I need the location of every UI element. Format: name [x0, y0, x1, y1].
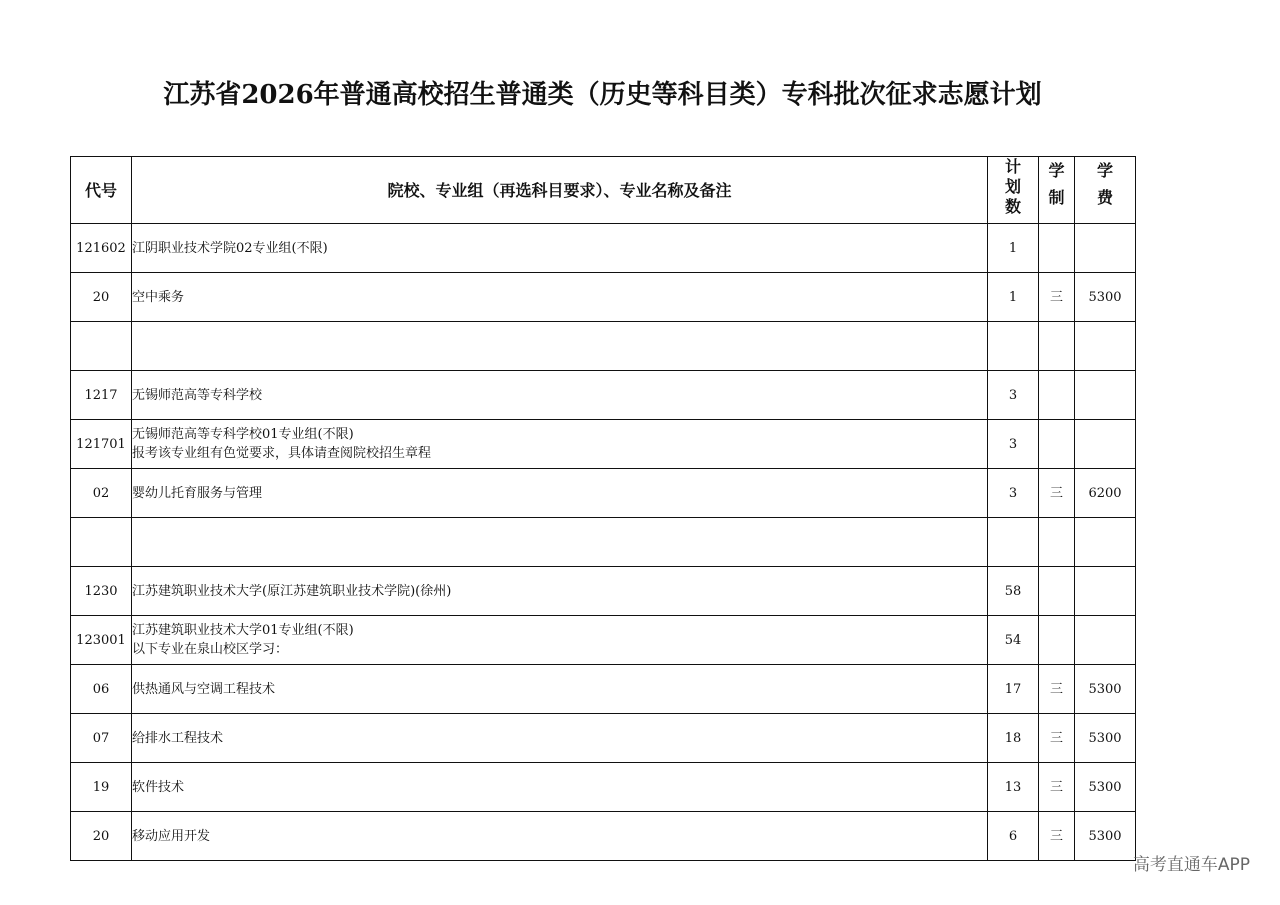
header-duration [1039, 157, 1075, 224]
row-name [132, 224, 988, 273]
page-title: 江苏省2026年普通高校招生普通类（历史等科目类）专科批次征求志愿计划 [163, 80, 1042, 110]
row-name [132, 371, 988, 420]
row-plan-count: 6 [988, 812, 1039, 861]
row-fee [1075, 420, 1136, 469]
table-row [71, 322, 1136, 371]
row-name-line: 无锡师范高等专科学校01专业组(不限) [132, 427, 354, 442]
row-duration: 三 [1039, 763, 1075, 812]
row-name-line: 江阴职业技术学院02专业组(不限) [132, 240, 328, 256]
row-name [132, 812, 988, 861]
row-plan-count: 54 [988, 616, 1039, 665]
row-name-line: 江苏建筑职业技术大学01专业组(不限) [132, 623, 354, 638]
table-row [71, 224, 1136, 273]
row-code: 19 [71, 763, 132, 812]
row-code: 121701 [71, 420, 132, 469]
row-plan-count: 3 [988, 420, 1039, 469]
row-name-line: 软件技术 [132, 779, 185, 795]
header-plan-count-char: 计 [1004, 157, 1021, 176]
row-code: 02 [71, 469, 132, 518]
row-code: 20 [71, 273, 132, 322]
watermark: 高考直通车APP [1132, 855, 1250, 875]
row-fee: 6200 [1075, 469, 1136, 518]
row-name-line: 给排水工程技术 [132, 730, 224, 746]
row-plan-count [988, 518, 1039, 567]
row-code: 20 [71, 812, 132, 861]
table-row [71, 812, 1136, 861]
row-name [132, 763, 988, 812]
row-code: 123001 [71, 616, 132, 665]
row-duration [1039, 224, 1075, 273]
row-fee: 5300 [1075, 273, 1136, 322]
row-plan-count: 3 [988, 469, 1039, 518]
row-code: 1217 [71, 371, 132, 420]
row-fee [1075, 322, 1136, 371]
row-name [132, 616, 988, 665]
table-row [71, 518, 1136, 567]
row-name [132, 469, 988, 518]
row-fee: 5300 [1075, 665, 1136, 714]
header-duration-char: 制 [1048, 188, 1065, 207]
row-plan-count: 18 [988, 714, 1039, 763]
table-row [71, 714, 1136, 763]
row-plan-count: 3 [988, 371, 1039, 420]
header-duration-char: 学 [1048, 161, 1065, 180]
row-duration: 三 [1039, 714, 1075, 763]
row-duration: 三 [1039, 665, 1075, 714]
row-fee: 5300 [1075, 812, 1136, 861]
table-row [71, 665, 1136, 714]
row-name [132, 518, 988, 567]
row-plan-count: 17 [988, 665, 1039, 714]
header-plan-count-char: 划 [1004, 177, 1021, 196]
row-duration [1039, 616, 1075, 665]
row-name-line: 空中乘务 [132, 289, 185, 305]
row-name [132, 714, 988, 763]
row-duration [1039, 420, 1075, 469]
header-name: 院校、专业组（再选科目要求）、专业名称及备注 [132, 157, 988, 224]
row-name [132, 322, 988, 371]
header-fee-char: 费 [1096, 188, 1113, 207]
row-name-line: 无锡师范高等专科学校 [132, 387, 263, 403]
table-row [71, 763, 1136, 812]
header-plan-count [988, 157, 1039, 224]
row-duration [1039, 518, 1075, 567]
row-plan-count: 1 [988, 273, 1039, 322]
row-fee [1075, 224, 1136, 273]
row-plan-count: 13 [988, 763, 1039, 812]
table-row [71, 567, 1136, 616]
header-code: 代号 [71, 157, 132, 224]
table-header-row [71, 157, 1136, 224]
row-code: 121602 [71, 224, 132, 273]
header-plan-count-char: 数 [1004, 197, 1021, 216]
row-name-line: 报考该专业组有色觉要求，具体请查阅院校招生章程 [132, 446, 432, 461]
row-name [132, 273, 988, 322]
row-name-line: 移动应用开发 [132, 828, 211, 844]
row-name [132, 420, 988, 469]
row-duration [1039, 371, 1075, 420]
row-name-line: 婴幼儿托育服务与管理 [132, 485, 263, 501]
row-code [71, 518, 132, 567]
row-fee [1075, 567, 1136, 616]
row-fee: 5300 [1075, 763, 1136, 812]
row-duration: 三 [1039, 812, 1075, 861]
row-name-line: 供热通风与空调工程技术 [132, 681, 276, 697]
header-fee-char: 学 [1096, 161, 1113, 180]
row-fee: 5300 [1075, 714, 1136, 763]
table-row [71, 371, 1136, 420]
row-duration: 三 [1039, 273, 1075, 322]
row-code: 07 [71, 714, 132, 763]
row-code [71, 322, 132, 371]
row-duration [1039, 322, 1075, 371]
row-duration: 三 [1039, 469, 1075, 518]
row-fee [1075, 616, 1136, 665]
table-row [71, 273, 1136, 322]
row-plan-count: 58 [988, 567, 1039, 616]
row-fee [1075, 518, 1136, 567]
table-row [71, 420, 1136, 469]
row-code: 06 [71, 665, 132, 714]
row-duration [1039, 567, 1075, 616]
row-plan-count: 1 [988, 224, 1039, 273]
row-name-line: 江苏建筑职业技术大学(原江苏建筑职业技术学院)(徐州) [132, 583, 452, 599]
table-row [71, 469, 1136, 518]
header-fee [1075, 157, 1136, 224]
row-code: 1230 [71, 567, 132, 616]
row-name-line: 以下专业在泉山校区学习： [132, 642, 289, 657]
row-name [132, 665, 988, 714]
row-name [132, 567, 988, 616]
plan-table [70, 156, 1136, 861]
table-row [71, 616, 1136, 665]
row-plan-count [988, 322, 1039, 371]
row-fee [1075, 371, 1136, 420]
